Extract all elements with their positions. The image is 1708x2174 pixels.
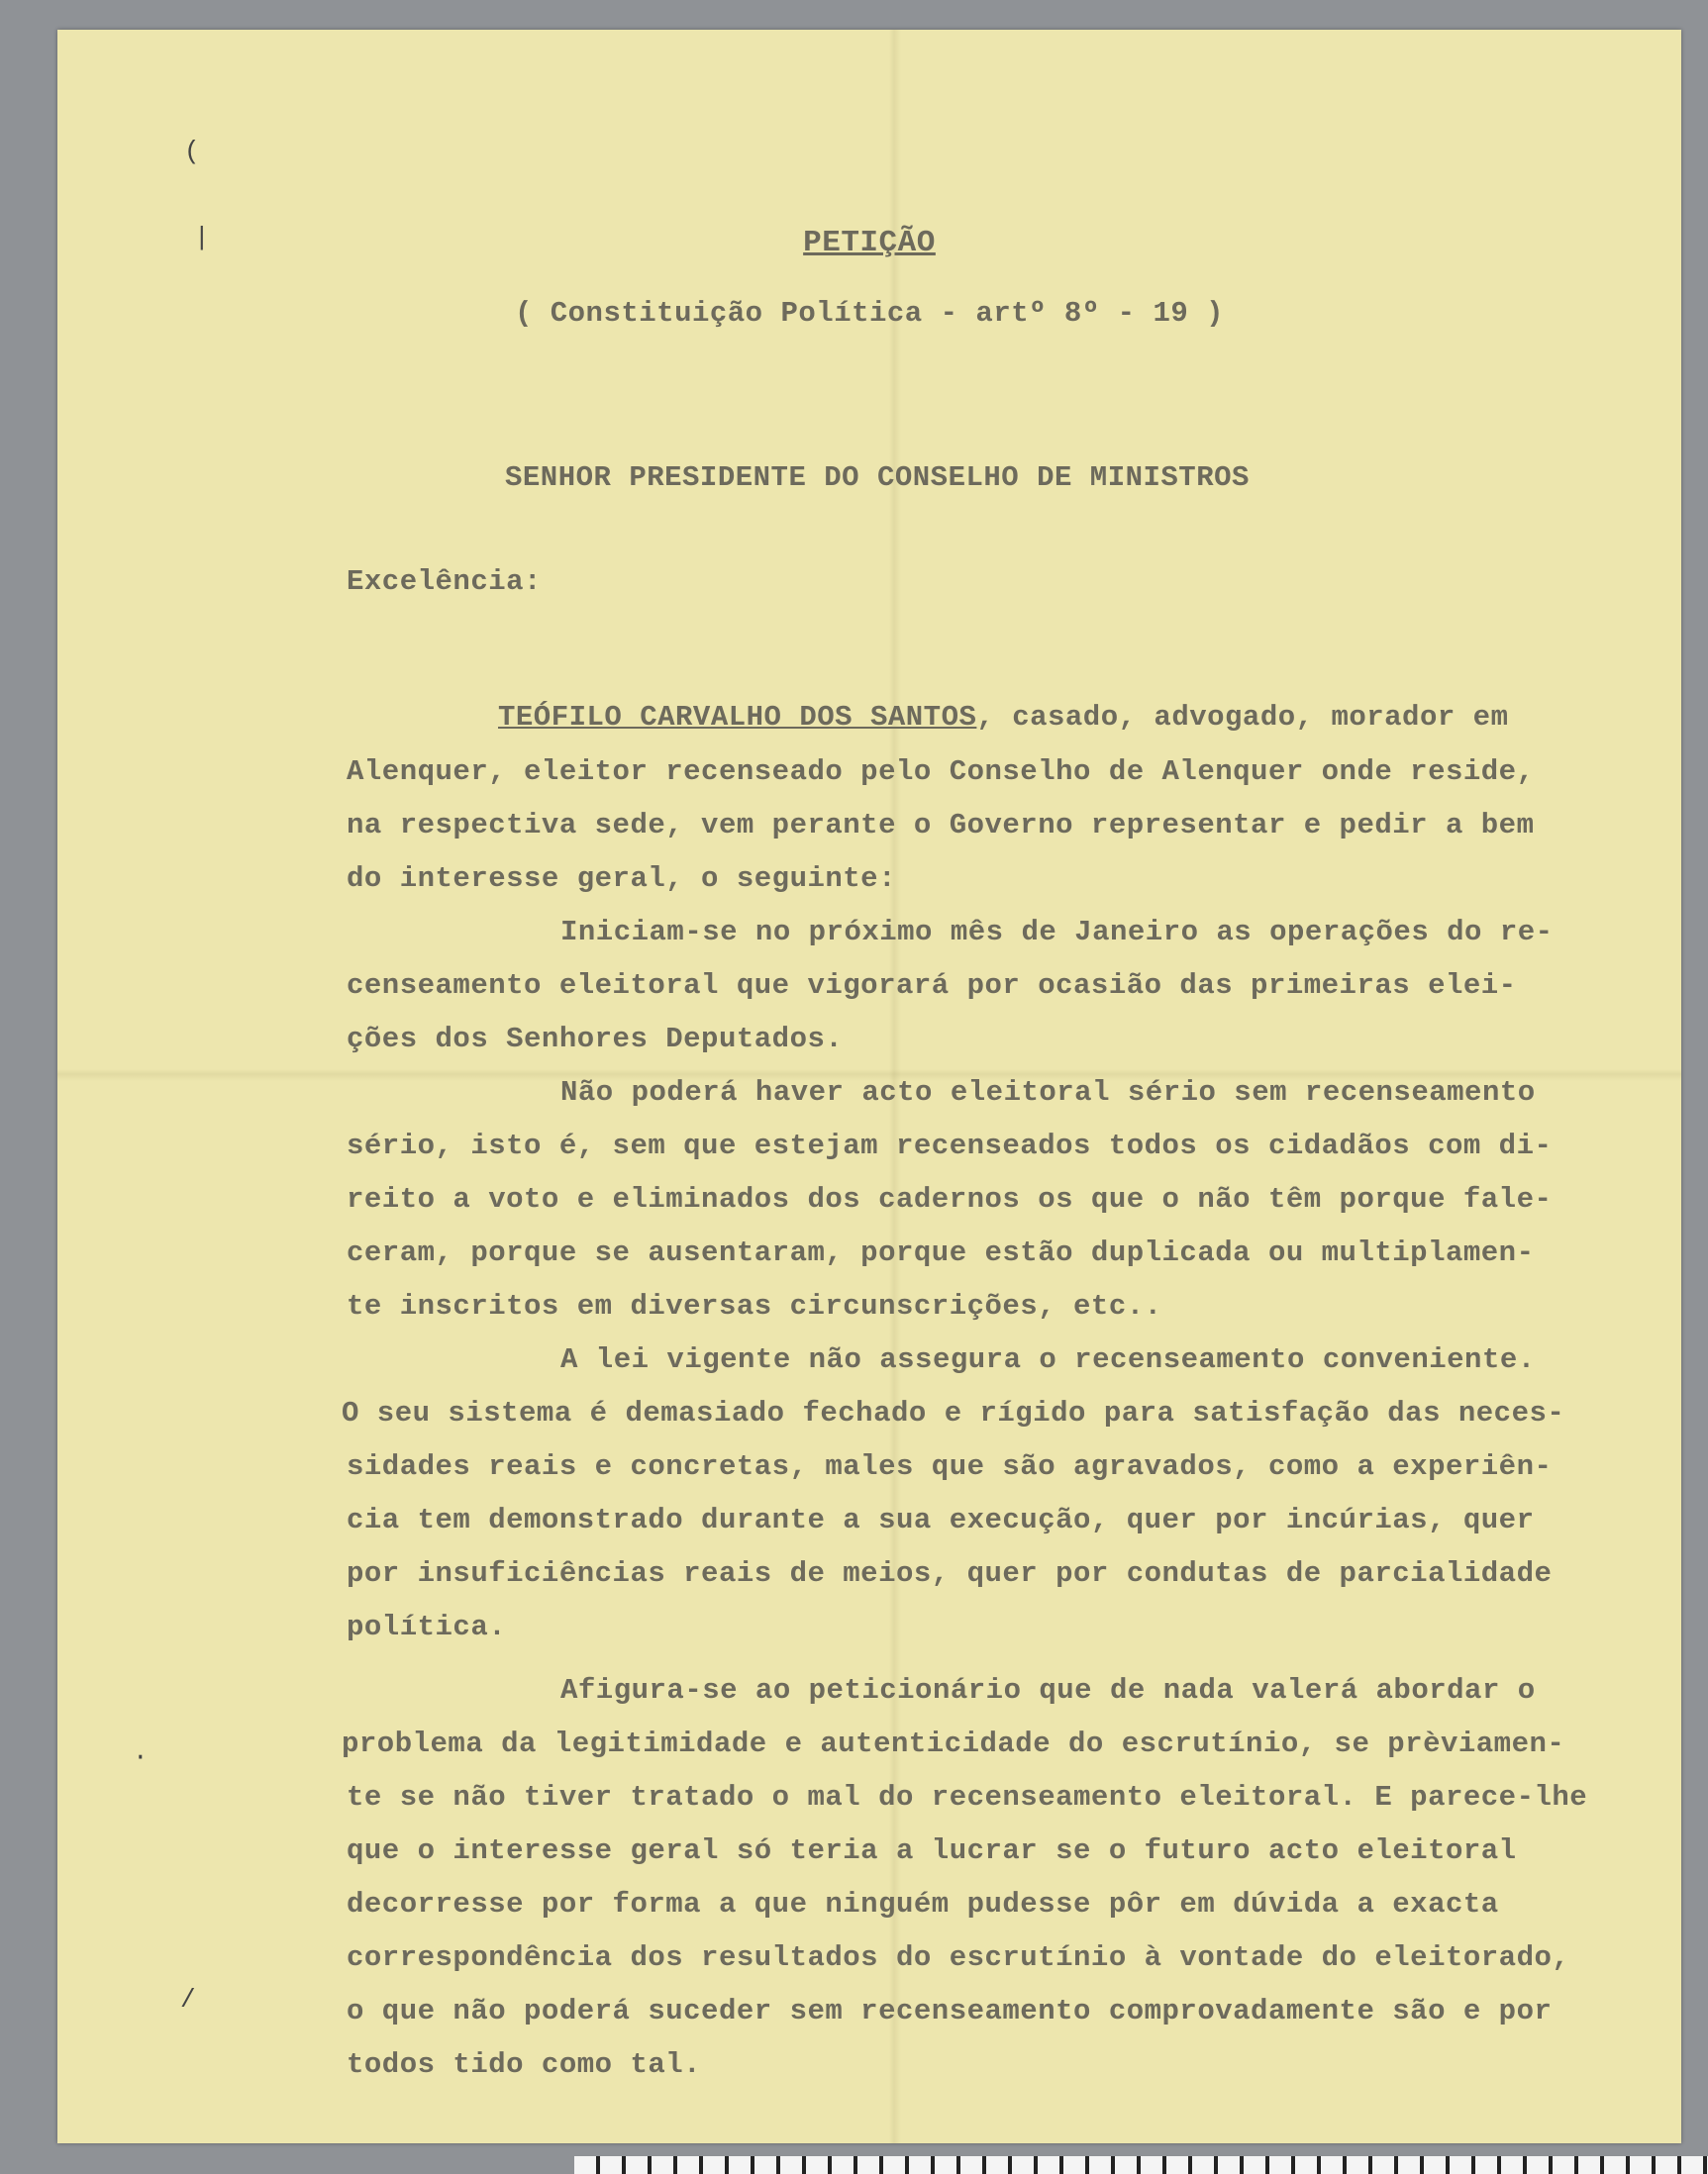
body-line: cia tem demonstrado durante a sua execução, quer por incúrias, quer bbox=[347, 1504, 1535, 1536]
body-line: te se não tiver tratado o mal do recenseamento eleitoral. E parece-lhe bbox=[347, 1781, 1588, 1814]
body-line: Alenquer, eleitor recenseado pelo Conselho de Alenquer onde reside, bbox=[347, 755, 1535, 788]
body-line: Não poderá haver acto eleitoral sério sem recenseamento bbox=[560, 1076, 1536, 1109]
body-line: decorresse por forma a que ninguém pudesse pôr em dúvida a exacta bbox=[347, 1888, 1499, 1921]
body-line: correspondência dos resultados do escrutínio à vontade do eleitorado, bbox=[347, 1941, 1570, 1974]
body-line: censeamento eleitoral que vigorará por ocasião das primeiras elei- bbox=[347, 969, 1517, 1002]
body-line: A lei vigente não assegura o recenseamento conveniente. bbox=[560, 1343, 1536, 1376]
document-subtitle: ( Constituição Política - artº 8º - 19 ) bbox=[514, 297, 1225, 330]
salutation: Excelência: bbox=[347, 565, 542, 598]
margin-mark: · bbox=[133, 1742, 149, 1772]
body-line: na respectiva sede, vem perante o Governo representar e pedir a bem bbox=[347, 809, 1535, 841]
body-line: problema da legitimidade e autenticidade do escrutínio, se prèviamen- bbox=[342, 1728, 1565, 1760]
body-line: reito a voto e eliminados dos cadernos os que o não têm porque fale- bbox=[347, 1183, 1553, 1216]
color-scale-bar bbox=[574, 2156, 1708, 2174]
body-line: do interesse geral, o seguinte: bbox=[347, 862, 896, 895]
body-line: ceram, porque se ausentaram, porque estão duplicada ou multiplamen- bbox=[347, 1236, 1535, 1269]
body-line: o que não poderá suceder sem recenseamento comprovadamente são e por bbox=[347, 1995, 1553, 2027]
body-line: O seu sistema é demasiado fechado e rígido para satisfação das neces- bbox=[342, 1397, 1565, 1430]
body-line: Iniciam-se no próximo mês de Janeiro as operações do re- bbox=[560, 916, 1554, 948]
body-line-1: TEÓFILO CARVALHO DOS SANTOS, casado, advogado, morador em bbox=[498, 701, 1509, 734]
body-line: te inscritos em diversas circunscrições, etc.. bbox=[347, 1290, 1162, 1323]
addressee: SENHOR PRESIDENTE DO CONSELHO DE MINISTROS bbox=[505, 461, 1250, 494]
body-line: política. bbox=[347, 1611, 507, 1643]
body-line: Afigura-se ao peticionário que de nada valerá abordar o bbox=[560, 1674, 1536, 1707]
margin-mark: / bbox=[180, 1985, 196, 2015]
margin-mark: ( bbox=[184, 137, 200, 166]
body-line: todos tido como tal. bbox=[347, 2048, 702, 2081]
body-line: que o interesse geral só teria a lucrar se o futuro acto eleitoral bbox=[347, 1834, 1517, 1867]
petitioner-name: TEÓFILO CARVALHO DOS SANTOS bbox=[498, 701, 977, 734]
body-line: sidades reais e concretas, males que são agravados, como a experiên- bbox=[347, 1450, 1553, 1483]
body-line: sério, isto é, sem que estejam recenseados todos os cidadãos com di- bbox=[347, 1130, 1553, 1162]
document-page bbox=[57, 30, 1681, 2143]
body-line: por insuficiências reais de meios, quer por condutas de parcialidade bbox=[347, 1557, 1553, 1590]
document-title: PETIÇÃO bbox=[803, 226, 936, 260]
body-line: ções dos Senhores Deputados. bbox=[347, 1023, 844, 1055]
margin-mark: | bbox=[194, 223, 210, 252]
